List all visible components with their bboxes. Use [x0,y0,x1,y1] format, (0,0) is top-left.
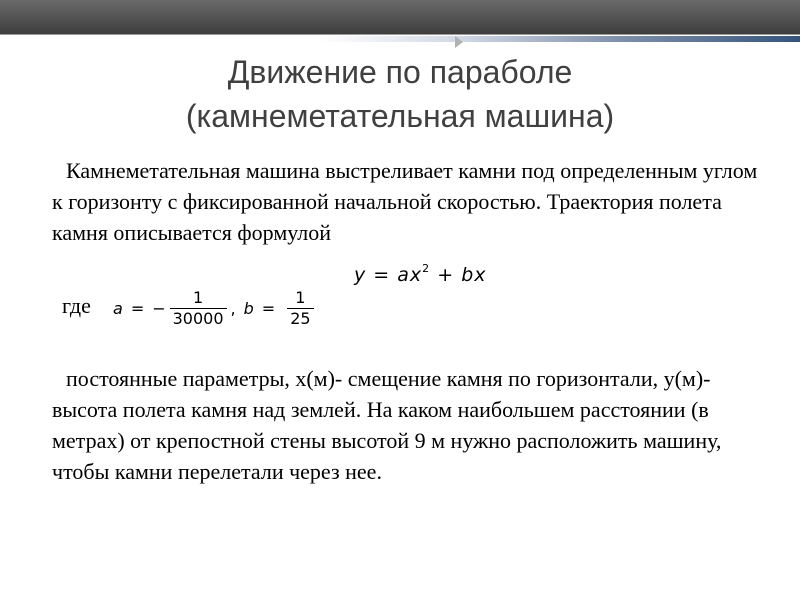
problem-intro-text: Камнеметательная машина выстреливает камни под определенным углом к горизонту с фиксированной начальной скоростью. Траектория полета камня описывается формулой [52,158,758,245]
param-a-denominator: 30000 [170,308,227,329]
trajectory-formula [354,256,487,288]
accent-strip [0,36,800,42]
formula-var-a: a [397,264,410,286]
param-a-minus: − [152,298,166,318]
formula-var-b: b [461,264,475,286]
param-b-fraction [287,288,313,329]
formula-equals: = [373,264,391,286]
where-label: где [62,293,91,318]
param-b-numerator: 1 [295,287,306,307]
parameter-values [113,283,318,333]
formula-var-x: x [409,264,423,286]
slide-title-line-2: (камнеметательная машина) [185,98,615,134]
formula-exponent: 2 [422,262,431,275]
formula-plus: + [437,264,455,286]
problem-intro [52,155,768,248]
problem-question [52,363,768,487]
param-separator: , [230,298,236,318]
param-b-equals: = [261,298,276,318]
slide-title-line-1: Движение по параболе [227,54,573,90]
param-a-fraction [170,288,227,329]
param-a-numerator: 1 [192,287,204,307]
param-b-name: b [243,298,254,318]
header-bar [0,0,800,34]
param-a-name: a [113,298,123,318]
slide-title [0,50,800,138]
formula-var-x-linear: x [474,264,487,286]
param-b-denominator: 25 [287,308,313,329]
formula-var-y: y [354,264,367,286]
problem-question-text: постоянные параметры, x(м)- смещение камня по горизонтали, y(м)- высота полета камня над землей. На каком наибольшем расстоянии (в метрах) от крепостной стены высотой 9 м нужно расположить машину, чтобы камни перелетали через нее. [52,366,722,484]
param-a-equals: = [130,298,145,318]
accent-triangle-icon [455,36,463,48]
